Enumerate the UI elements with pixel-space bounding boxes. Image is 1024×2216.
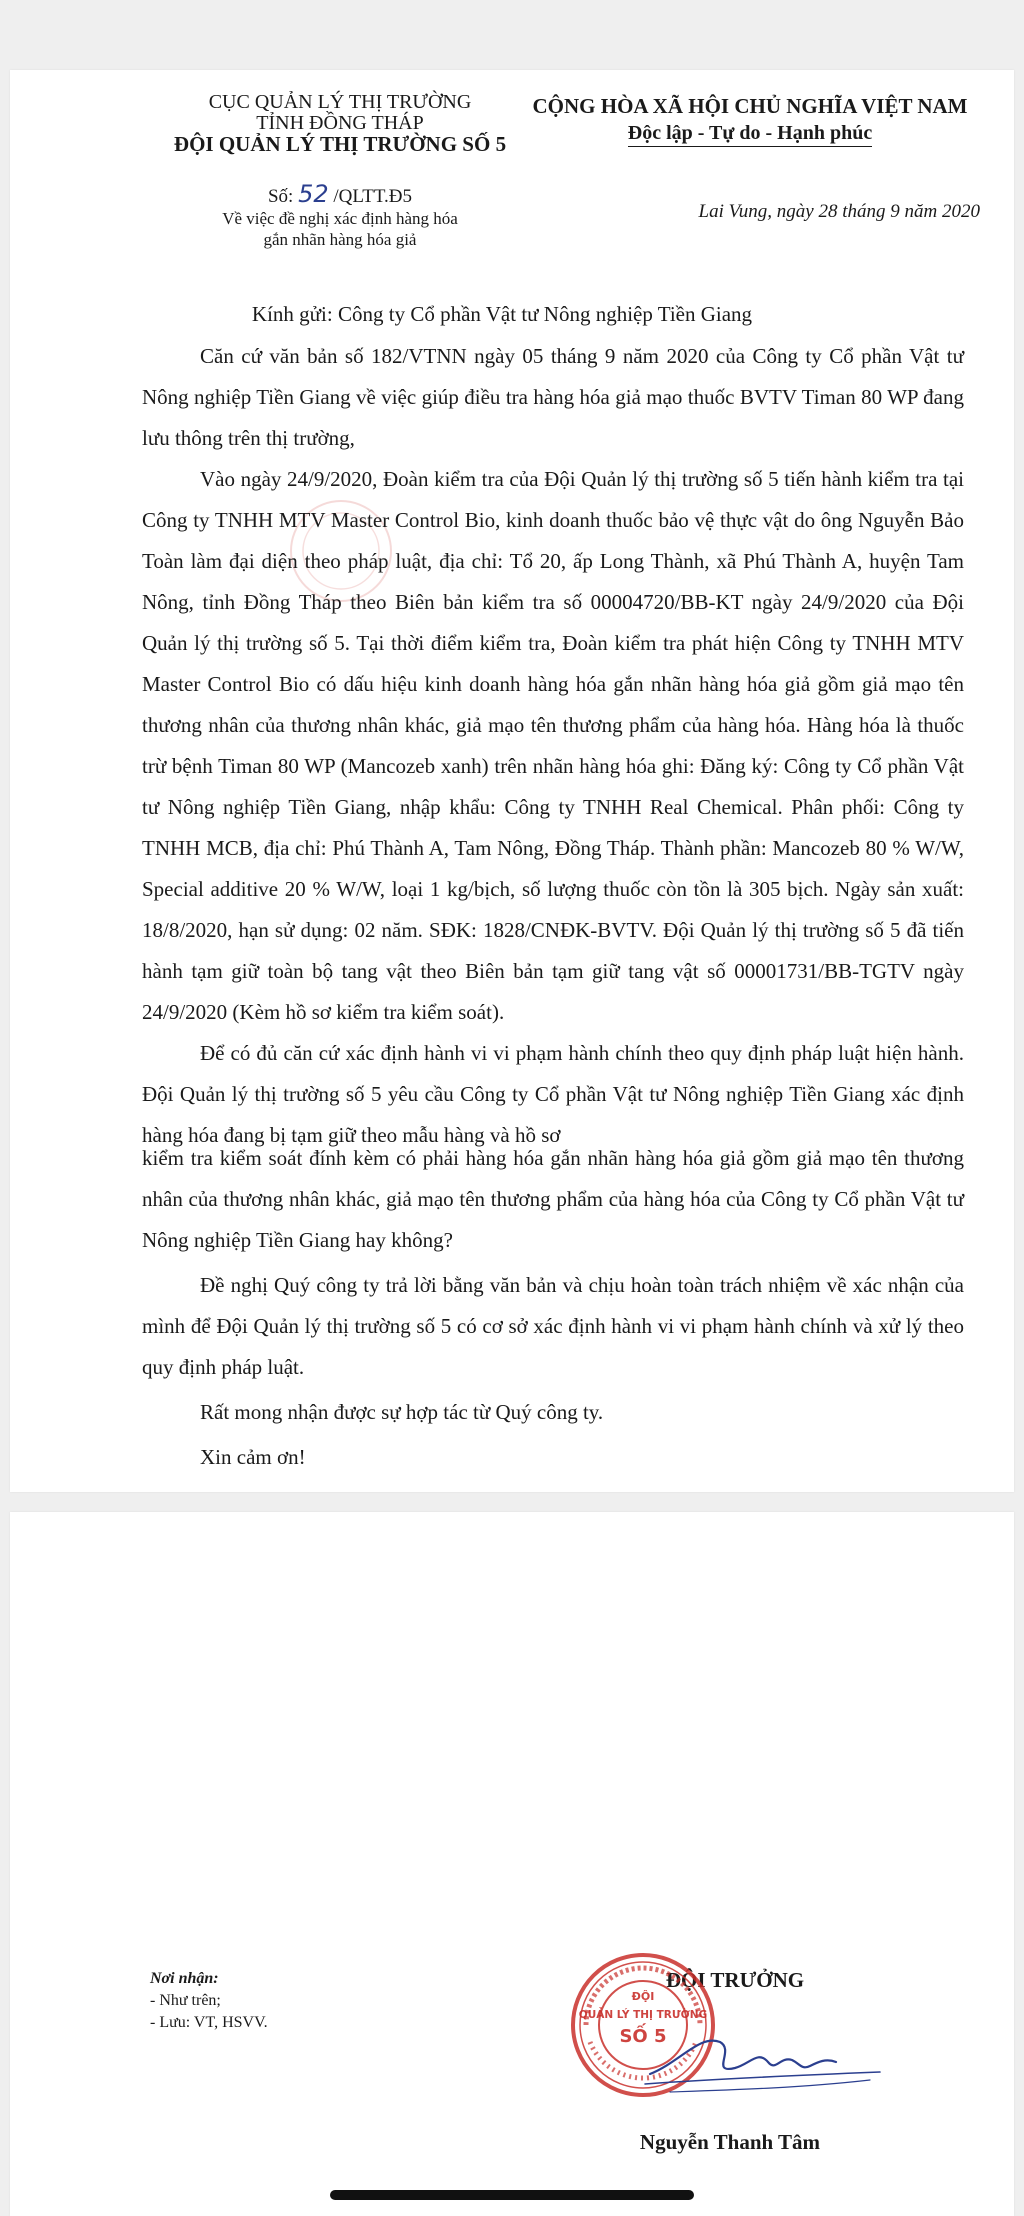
salutation: Kính gửi: Công ty Cổ phần Vật tư Nông nghiệp Tiền Giang — [251, 302, 753, 326]
document-subject — [130, 208, 550, 250]
svg-text:ĐỘI: ĐỘI — [631, 1990, 655, 2003]
subject-line-1: Về việc đề nghị xác định hàng hóa — [222, 209, 458, 228]
number-suffix: /QLTT.Đ5 — [328, 186, 413, 207]
signer-name: Nguyễn Thanh Tâm — [639, 2130, 821, 2154]
paragraph-cooperation: Rất mong nhận được sự hợp tác từ Quý công ty. — [200, 1400, 604, 1424]
svg-text:QUẢN LÝ THỊ TRƯỜNG: QUẢN LÝ THỊ TRƯỜNG — [578, 2009, 708, 2021]
signer-position: ĐỘI TRƯỞNG — [665, 1968, 805, 1992]
paragraph-inspection: Vào ngày 24/9/2020, Đoàn kiểm tra của Đội Quản lý thị trường số 5 tiến hành kiểm tra tại Công ty TNHH MTV Master Control Bio, kinh doanh thuốc bảo vệ thực vật do ông Nguyễn Bảo Toàn làm đại diện theo pháp luật, địa chỉ: Tổ 20, ấp Long Thành, xã Phú Thành A, huyện Tam Nông, tỉnh Đồng Tháp theo Biên bản kiểm tra số 00004720/BB-KT ngày 24/9/2020 của Đội Quản lý thị trường số 5. Tại thời điểm kiểm tra, Đoàn kiểm tra phát hiện Công ty TNHH MTV Master Control Bio có dấu hiệu kinh doanh hàng hóa gắn nhãn hàng hóa giả gồm giả mạo tên thương nhân của thương nhân khác, giả mạo tên thương phẩm của hàng hóa. Hàng hóa là thuốc trừ bệnh Timan 80 WP (Mancozeb xanh) trên nhãn hàng hóa ghi: Đăng ký: Công ty Cổ phần Vật tư Nông nghiệp Tiền Giang, nhập khẩu: Công ty TNHH Real Chemical. Phân phối: Công ty TNHH MCB, địa chỉ: Phú Thành A, Tam Nông, Đồng Tháp. Thành phần: Mancozeb 80 % W/W, Special additive 20 % W/W, loại 1 kg/bịch, số lượng thuốc còn tồn là 305 bịch. Ngày sản xuất: 18/8/2020, hạn sử dụng: 02 năm. SĐK: 1828/CNĐK-BVTV. Đội Quản lý thị trường số 5 đã tiến hành tạm giữ toàn bộ tang vật theo Biên bản tạm giữ tang vật số 00001731/BB-TGTV ngày 24/9/2020 (Kèm hồ sơ kiểm tra kiểm soát). — [142, 467, 964, 1024]
agency-line-1: CỤC QUẢN LÝ THỊ TRƯỜNG — [208, 91, 472, 113]
paragraph-request-start: Để có đủ căn cứ xác định hành vi vi phạm hành chính theo quy định pháp luật hiện hành. Đội Quản lý thị trường số 5 yêu cầu Công ty Cổ phần Vật tư Nông nghiệp Tiền Giang xác định hàng hóa đang bị tạm giữ theo mẫu hàng và hồ sơ — [142, 1041, 964, 1147]
agency-line-2: TỈNH ĐỒNG THÁP — [256, 112, 424, 134]
svg-text:SỐ 5: SỐ 5 — [619, 2026, 667, 2047]
recipient-item: - Lưu: VT, HSVV. — [150, 2014, 268, 2031]
national-title: CỘNG HÒA XÃ HỘI CHỦ NGHĨA VIỆT NAM — [532, 94, 968, 118]
issuing-agency — [130, 92, 550, 155]
body-page-1 — [142, 336, 964, 1156]
place-date: Lai Vung, ngày 28 tháng 9 năm 2020 — [698, 201, 980, 222]
document-page-2 — [10, 1512, 1014, 2216]
subject-line-2: gắn nhãn hàng hóa giả — [263, 230, 417, 249]
national-motto: Độc lập - Tự do - Hạnh phúc — [628, 120, 872, 147]
agency-line-3: ĐỘI QUẢN LÝ THỊ TRƯỜNG SỐ 5 — [173, 132, 507, 156]
recipients — [150, 1968, 268, 2034]
paragraph-legal-basis: Căn cứ văn bản số 182/VTNN ngày 05 tháng 9 năm 2020 của Công ty Cổ phần Vật tư Nông nghiệp Tiền Giang về việc giúp điều tra hàng hóa giả mạo thuốc BVTV Timan 80 WP đang lưu thông trên thị trường, — [142, 344, 964, 450]
document-number — [130, 182, 550, 209]
number-handwritten: 52 — [298, 180, 329, 208]
home-indicator[interactable] — [330, 2190, 694, 2200]
number-prefix: Số: — [267, 186, 299, 207]
national-heading — [520, 92, 980, 147]
recipients-title: Nơi nhận: — [150, 1970, 219, 1987]
paragraph-thanks: Xin cảm ơn! — [200, 1445, 306, 1469]
paragraph-reply-request: Đề nghị Quý công ty trả lời bằng văn bản và chịu hoàn toàn trách nhiệm về xác nhận của mình để Đội Quản lý thị trường số 5 có cơ sở xác định hành vi vi phạm hành chính và xử lý theo quy định pháp luật. — [142, 1273, 964, 1379]
recipient-item: - Như trên; — [150, 1992, 221, 2009]
signature-icon — [640, 2022, 890, 2102]
paragraph-request-cont: kiểm tra kiểm soát đính kèm có phải hàng hóa gắn nhãn hàng hóa giả gồm giả mạo tên thương nhân của thương nhân khác, giả mạo tên thương phẩm của hàng hóa của Công ty Cổ phần Vật tư Nông nghiệp Tiền Giang hay không? — [142, 1146, 964, 1252]
body-page-2 — [142, 1138, 964, 1478]
